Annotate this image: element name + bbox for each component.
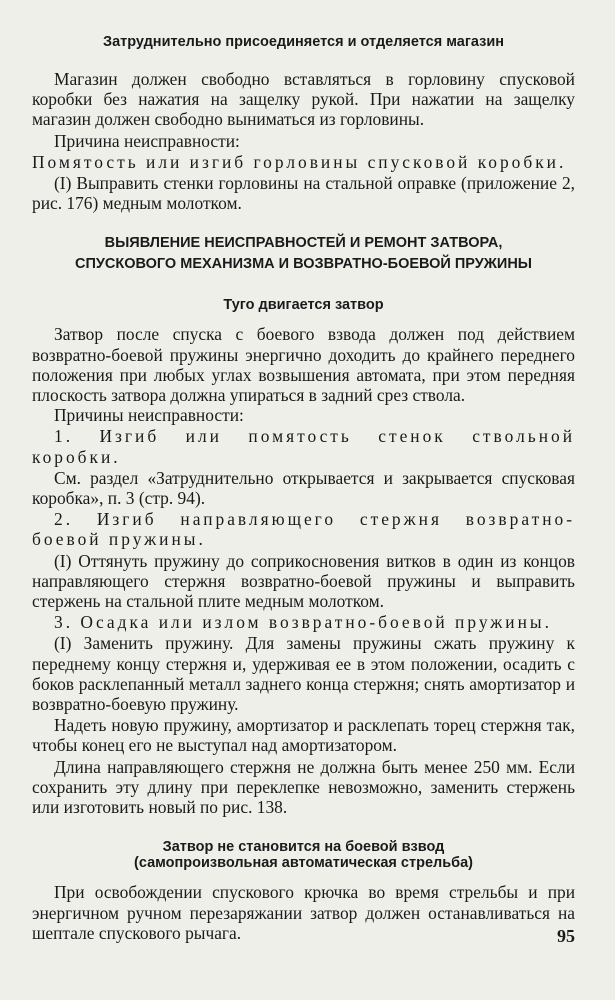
paragraph: (I) Оттянуть пружину до соприкосновения витков в один из концов направляющего стержня возвратно-боевой пружины и выправить стержень на стальной плите медным молотком.: [32, 550, 575, 612]
paragraph: Надеть новую пружину, амортизатор и расклепать торец стержня так, чтобы конец его не выступал над амортизатором.: [32, 715, 575, 756]
section-heading-bolt-moves-tight: Туго двигается затвор: [223, 297, 384, 314]
paragraph: (I) Заменить пружину. Для замены пружины сжать пружину к переднему концу стержня и, удерживая ее в этом положении, осадить с боков расклепанный металл заднего конца стержня; снять амортизатор и возвратно-боевую пружину.: [32, 633, 575, 715]
section-heading-bolt-not-cocking-line-2: (самопроизвольная автоматическая стрельба): [134, 855, 473, 872]
section-heading-bolt-not-cocking-line-1: Затвор не становится на боевой взвод: [162, 839, 445, 856]
paragraph: Затвор после спуска с боевого взвода должен под действием возвратно-боевой пружины энергично доходить до крайнего переднего положения при любых углах возвышения автомата, при этом передняя плоскость затвора должна упираться в задний срез ствола.: [32, 324, 575, 406]
paragraph: (I) Выправить стенки горловины на стальной оправке (приложение 2, рис. 176) медным молотком.: [32, 173, 575, 214]
paragraph: 1. Изгиб или помятость стенок ствольной коробки.: [32, 426, 575, 467]
paragraph: 2. Изгиб направляющего стержня возвратно-боевой пружины.: [32, 509, 575, 550]
paragraph: Длина направляющего стержня не должна быть менее 250 мм. Если сохранить эту длину при переклепке невозможно, заменить стержень или изготовить новый по рис. 138.: [32, 756, 575, 818]
section-heading-magazine: Затруднительно присоединяется и отделяется магазин: [102, 34, 504, 50]
chapter-title-line-1: ВЫЯВЛЕНИЕ НЕИСПРАВНОСТЕЙ И РЕМОНТ ЗАТВОРА,: [104, 235, 503, 252]
paragraph: Причина неисправности:: [54, 130, 240, 151]
chapter-title-line-2: СПУСКОВОГО МЕХАНИЗМА И ВОЗВРАТНО-БОЕВОЙ ПРУЖИНЫ: [75, 256, 532, 273]
paragraph: 3. Осадка или излом возвратно-боевой пружины.: [54, 612, 552, 633]
paragraph: Причины неисправности:: [54, 405, 244, 426]
paragraph: Магазин должен свободно вставляться в горловину спусковой коробки без нажатия на защелку рукой. При нажатии на защелку магазин должен свободно выниматься из горловины.: [32, 69, 575, 130]
paragraph: При освобождении спускового крючка во время стрельбы и при энергичном ручном перезаряжании затвор должен останавливаться на шептале спускового рычага.: [32, 882, 575, 943]
paragraph: См. раздел «Затруднительно открывается и закрывается спусковая коробка», п. 3 (стр. 94).: [32, 467, 575, 509]
paragraph: Помятость или изгиб горловины спусковой коробки.: [32, 151, 567, 172]
page-number: 95: [557, 926, 575, 946]
